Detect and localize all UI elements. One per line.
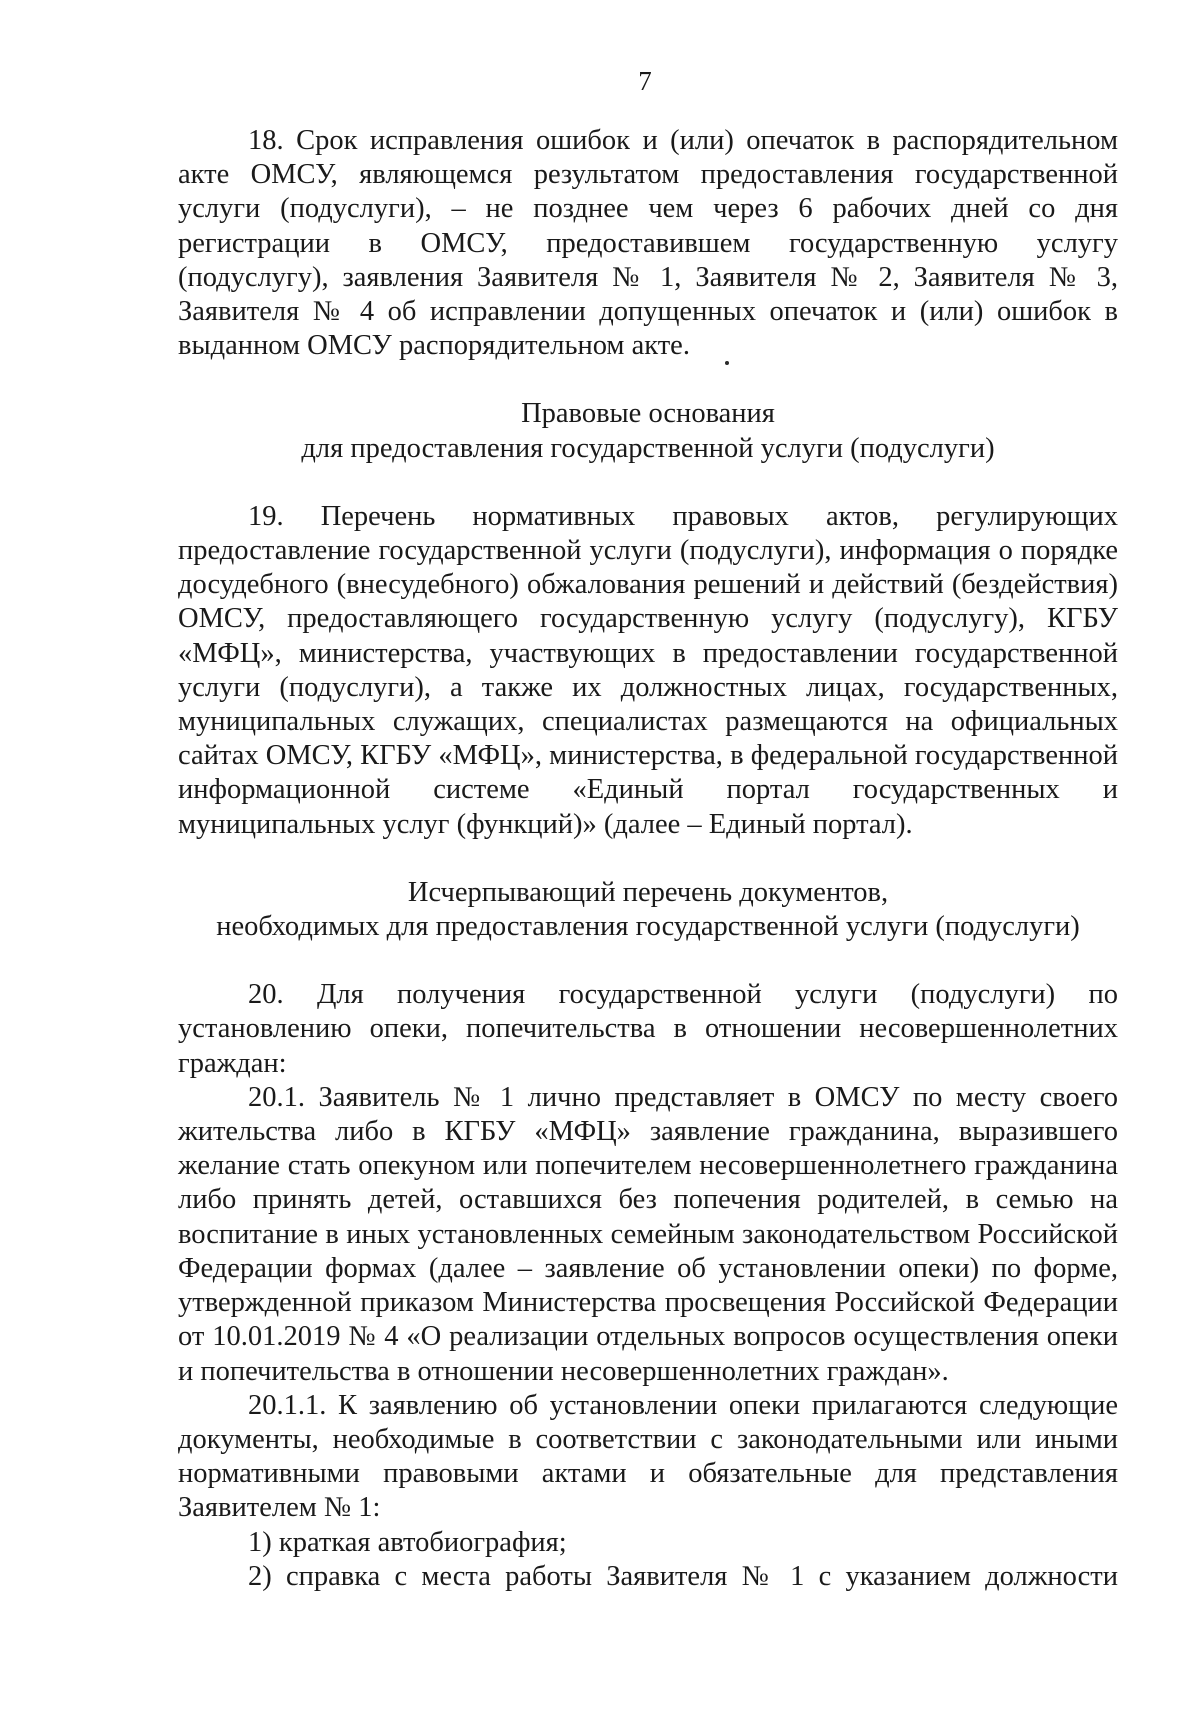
page-number: 7	[638, 66, 652, 96]
section-heading-documents-line1: Исчерпывающий перечень документов,	[407, 876, 889, 908]
list-item-1: 1) краткая автобиография;	[248, 1526, 567, 1558]
paragraph-20-1: 20.1. Заявитель № 1 лично представляет в ОМСУ по месту своего жительства либо в КГБУ «МФЦ» заявление гражданина, выразившего желание стать опекуном или попечителем несовершеннолетнего гражданина либо принять детей, оставшихся без попечения родителей, в семью на воспитание в иных установленных семейным законодательством Российской Федерации формах (далее – заявление об установлении опеки) по форме, утвержденной приказом Министерства просвещения Российской Федерации от 10.01.2019 № 4 «О реализации отдельных вопросов осуществления опеки и попечительства в отношении несовершеннолетних граждан».	[178, 1081, 1118, 1387]
paragraph-20-1-1: 20.1.1. К заявлению об установлении опеки прилагаются следующие документы, необходимые в соответствии с законодательными или иными нормативными правовыми актами и обязательные для представления Заявителем № 1:	[178, 1389, 1118, 1524]
paragraph-19: 19. Перечень нормативных правовых актов, регулирующих предоставление государственной услуги (подуслуги), информация о порядке досудебного (внесудебного) обжалования решений и действий (бездействия) ОМСУ, предоставляющего государственную услугу (подуслугу), КГБУ «МФЦ», министерства, участвующих в предоставлении государственной услуги (подуслуги), а также их должностных лицах, государственных, муниципальных служащих, специалистах размещаются на официальных сайтах ОМСУ, КГБУ «МФЦ», министерства, в федеральной государственной информационной системе «Единый портал государственных и муниципальных услуг (функций)» (далее – Единый портал).	[178, 500, 1118, 840]
list-item-2: 2) справка с места работы Заявителя № 1 с указанием должности	[248, 1560, 1118, 1592]
section-heading-documents-line2: необходимых для предоставления государственной услуги (подуслуги)	[216, 911, 1080, 943]
paragraph-20: 20. Для получения государственной услуги (подуслуги) по установлению опеки, попечительства в отношении несовершеннолетних граждан:	[178, 979, 1118, 1079]
section-heading-legal-basis-line2: для предоставления государственной услуги (подуслуги)	[301, 432, 995, 464]
document-body	[178, 124, 1118, 1594]
section-heading-legal-basis-line1: Правовые основания	[521, 398, 775, 430]
paragraph-18: 18. Срок исправления ошибок и (или) опечаток в распорядительном акте ОМСУ, являющемся результатом предоставления государственной услуги (подуслуги), – не позднее чем через 6 рабочих дней со дня регистрации в ОМСУ, предоставившем государственную услугу (подуслугу), заявления Заявителя № 1, Заявителя № 2, Заявителя № 3, Заявителя № 4 об исправлении допущенных опечаток и (или) ошибок в выданном ОМСУ распорядительном акте.	[178, 125, 1118, 362]
